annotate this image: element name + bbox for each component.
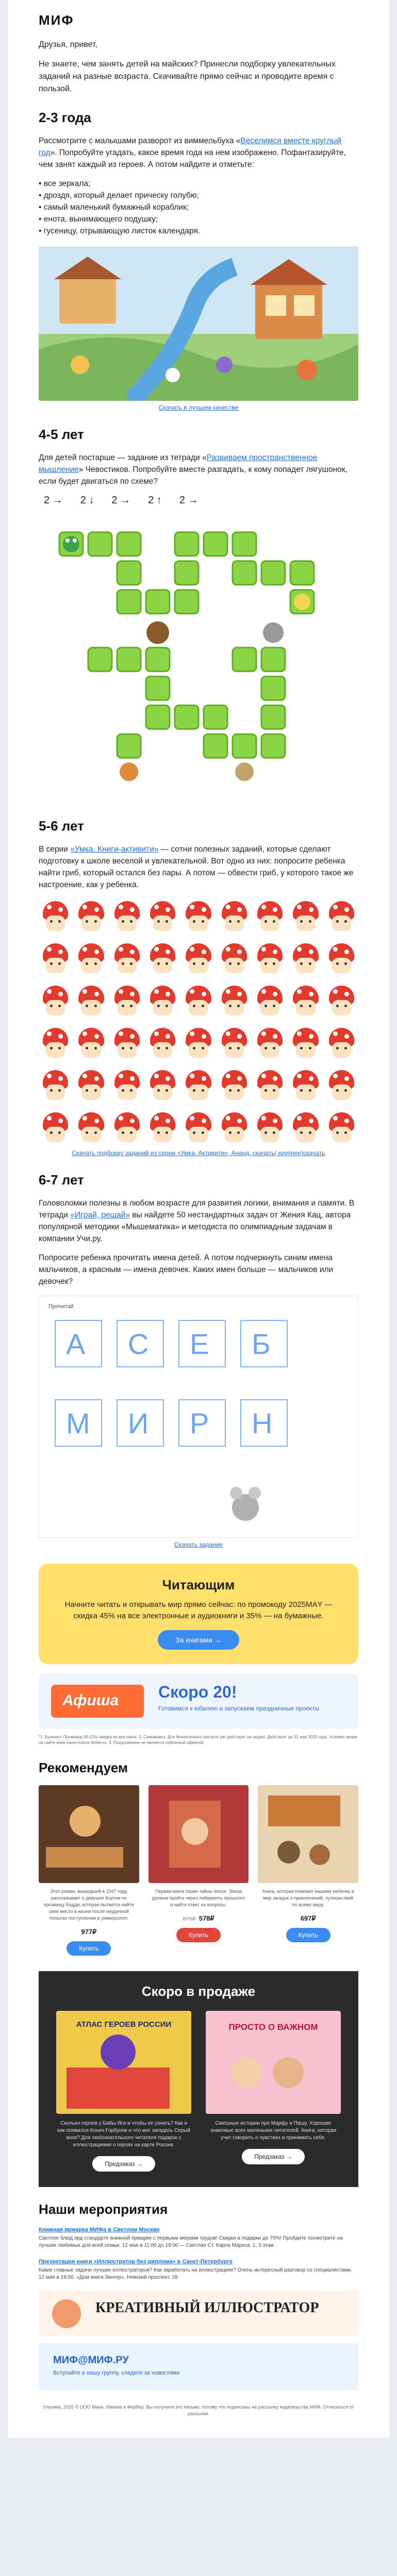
download-hq-link[interactable]: Скачать в лучшем качестве [158,404,239,411]
mushroom-icon [110,941,144,976]
mushroom-icon [146,1068,179,1103]
event-link[interactable]: Книжная ярмарка МИФа в Светлом Москве [39,2227,160,2233]
mushroom-icon [146,899,179,934]
afisha-logo: Афиша [51,1685,144,1718]
mushroom-icon [110,899,144,934]
fox-icon [120,762,138,781]
mushroom-icon [110,1026,144,1061]
illustrator-banner[interactable] [39,2291,358,2336]
soon-book [56,2011,191,2172]
bear-icon [146,621,169,644]
email-page [8,0,389,2438]
mushroom-icon [289,984,322,1019]
letter: Р [190,1407,209,1439]
book-price: 697₽ [300,1914,316,1922]
mushroom-icon [253,1110,287,1145]
community-banner-text: Вступайте в нашу группу, следите за новостями [53,2370,180,2376]
mushroom-icon [325,899,358,934]
mushroom-icon [289,1068,322,1103]
list-item: • самый маленький бумажный кораблик; [39,201,358,213]
download-umka-link[interactable]: Скачать подборку заданий из серии «Умка. Активити», Ананд, скачать( крупнее)скачать [72,1149,325,1157]
list-item: • все зеркала; [39,178,358,190]
arrow-scheme [39,495,358,506]
mushroom-icon [218,1110,251,1145]
events-title: Наши мероприятия [39,2201,168,2217]
preorder-button[interactable]: Предзаказ → [242,2149,305,2164]
soon-cover-title: ПРОСТО О ВАЖНОМ [228,2022,318,2032]
greeting: Друзья, привет, [39,40,97,49]
event-item [8,2259,389,2281]
mushroom-icon [110,1068,144,1103]
book-cover[interactable] [148,1785,249,1883]
wimmelbook-spread-image [39,246,358,401]
afisha-heading: Скоро 20! [158,1683,237,1701]
letter: Б [252,1328,271,1360]
mushroom-icon [253,941,287,976]
event-desc: Светлое блюд ярд стандарте книжной ярмарки с первыми мерами трудов! Скидки а подарки до 70%! Пройдите посмотрите на лучших любимых для всей семьи. 12 мая в 11:00 до 19:00 — Светлая Ст. Карла Маркса, 1, 3 этаж [39,2235,343,2248]
book-card [148,1785,249,1956]
mushroom-icon [325,1068,358,1103]
mushroom-icon [146,1110,179,1145]
reader-promo [39,1564,358,1664]
buy-button[interactable]: Купить [176,1928,221,1942]
arrow-step: 2 → [111,495,131,506]
mushroom-grid [39,899,358,1145]
mushroom-icon [181,1026,215,1061]
section-text-4-5: Для детей постарше — задание из тетради «Развиваем пространственное мышление» Чевостиков. Попробуйте вместе разгадать, к кому попадет лягушонок, если будет двигаться по схеме? [39,453,348,486]
arrow-step: 2 → [179,495,198,506]
book-cover[interactable] [258,1785,358,1883]
frog-icon [63,536,79,552]
mushroom-icon [218,984,251,1019]
cat-icon [263,622,284,643]
soon-desc: Сколько героев у Бабы-Яги и чтобы ее узнать? Как и как появился Конек-Горбунок и что мог загадать Серый волк? Для любознательного читателя подарок с иллюстрациями о героях на карте России. [57,2121,190,2148]
recommend-books [8,1785,389,1956]
mushroom-icon [253,984,287,1019]
mushroom-icon [325,984,358,1019]
arrow-step: 2 ↑ [148,495,162,506]
promo-text: Начните читать и открывать мир прямо сейчас: по промокоду 2025МАY — скидка 45% на все электронные и аудиокниги и 35% — на бумажные. [64,1600,333,1620]
mushroom-icon [181,1068,215,1103]
soon-book [206,2011,341,2172]
mushroom-icon [74,1068,108,1103]
event-link[interactable]: Презентация книги «Иллюстратор без диплома» в Санкт-Петербурге [39,2259,233,2265]
mushroom-icon [110,984,144,1019]
section-text-5-6: В серии «Умка. Книги-активити» — сотни полезных заданий, которые сделают подготовку к школе веселой и увлекательной. Вот одно из них: попросите ребенка найти гриб, который остался без пары. А потом — обвести гриб, у которого такое же настроение, как у ребенка. [39,845,354,889]
community-banner-title: МИФ@МИФ.РУ [53,2354,129,2366]
section-title-5-6: 5-6 лет [39,818,84,834]
mushroom-icon [218,1068,251,1103]
letter: А [66,1328,86,1360]
book-price: 977₽ [81,1928,97,1936]
mushroom-icon [146,1026,179,1061]
to-books-button[interactable]: За книгами → [158,1630,239,1650]
letter: С [128,1328,149,1360]
find-list [8,178,389,237]
book-cover[interactable] [39,1785,139,1883]
frog-maze-puzzle [39,495,358,804]
preorder-button[interactable]: Предзаказ → [92,2156,155,2172]
list-item: • гусеницу, отрывающую листок календаря. [39,225,358,237]
mushroom-icon [74,941,108,976]
mouse-icon [225,1477,266,1528]
soon-cover-title: АТЛАС ГЕРОЕВ РОССИИ [76,2020,172,2029]
event-desc: Какие главные задачи лучших иллюстраторов? Как заработать на иллюстрациях? Очень интересный разговор со специалистами. 12 мая в 19:00. «Дом книги Зингер», Невский проспект, 28 [39,2267,352,2280]
arrow-step: 2 → [44,495,63,506]
mushroom-icon [253,1026,287,1061]
maze-grid [39,512,358,800]
book-desc: Этот роман, вышедший в 1947 году, рассказывает о девушке Кортни по прозвищу Бадди, которая пытается найти свое место в жизни после неудачной попытки поступления в университет. [43,1889,134,1921]
letters-worksheet [39,1296,358,1538]
hedgehog-icon [235,762,254,781]
mushroom-icon [39,1110,72,1145]
mushroom-icon [39,1068,72,1103]
community-banner[interactable] [39,2343,358,2391]
mushroom-icon [74,1110,108,1145]
arrow-step: 2 ↓ [80,495,94,506]
mushroom-icon [325,1026,358,1061]
book-desc: Первая книга серии тайны эпохи. Элиза должна пройти через лабиринты прошлого и найти ответ на вопросы. [152,1889,245,1907]
list-item: • дроздя, который делает прическу голубю; [39,190,358,201]
letter: И [128,1407,149,1439]
coming-soon [39,1971,358,2187]
mushroom-icon [181,984,215,1019]
book-card [39,1785,139,1956]
mushroom-icon [253,1068,287,1103]
mushroom-icon [39,984,72,1019]
letter: Н [252,1407,273,1439]
soon-title: Скоро в продаже [141,1984,256,1999]
buy-button[interactable]: Купить [286,1928,330,1942]
mushroom-icon [146,984,179,1019]
footer: Ультима, 2025 © ООО Манн, Иванов и Фербер. Вы получили это письмо, потому что подписаны на рассылку издательства МИФ. Отписаться от рассылки. [43,2404,354,2416]
mushroom-icon [74,1026,108,1061]
mushroom-icon [289,1110,322,1145]
brand-logo[interactable]: МИФ [39,12,74,28]
mushroom-icon [181,941,215,976]
spatial-notebook-link[interactable]: Развиваем пространственное мышление [39,453,318,474]
soon-cover[interactable] [206,2011,341,2114]
illustrator-banner-title: КРЕАТИВНЫЙ ИЛЛЮСТРАТОР [95,2300,319,2316]
caption-2-3 [8,404,389,411]
mushroom-icon [181,1110,215,1145]
section-title-6-7: 6-7 лет [39,1172,84,1188]
mushroom-icon [218,899,251,934]
play-solve-link[interactable]: «Играй, решай» [70,1211,130,1219]
section-text-6-7: Головоломки полезны в любом возрасте для развития логики, внимания и памяти. В тетради «Играй, решай» вы найдете 50 нестандартных задач от Жения Кац, автора популярной методики «Мышематика» и методиста по олимпиадным задачам в компании Учи.ру. Попросите ребенка прочитать имена детей. А потом подчеркнуть синим имена мальчиков, а красным — имена девочек. Каких имен больше — мальчиков или девочек? [8,1197,389,1287]
soon-desc: Смешные истории про Марфу и Пашу. Хорошие знакомые всех маленьких читателей. Книга, которая учит говорить о чувствах и принимать себя. [210,2121,337,2141]
mushroom-icon [39,941,72,976]
mushroom-icon [325,1110,358,1145]
recommend-title: Рекомендуем [39,1760,128,1775]
chick-icon [294,594,310,610]
promo-legal: *1. Букинист Промокод 45-21% скидка на все книги. 2. Самовывоз. Для безналичного расчета (не действует на акции). Действует до 31 мая 2025 года. Условия акции на сайте www.mann-ivanov-ferber.ru. 3. Предложение не является публичной офертой. [39,1735,357,1745]
mushroom-icon [39,1026,72,1061]
list-item: • енота, вынимающего подушку; [39,213,358,225]
mushroom-icon [74,899,108,934]
section-title-4-5: 4-5 лет [39,427,84,442]
mushroom-icon [218,941,251,976]
worksheet-title: Прочитай [48,1303,74,1310]
wimmelbook-link[interactable]: Веселимся вместе круглый год [39,137,342,157]
umka-series-link[interactable]: «Умка. Книги-активити» [70,845,159,854]
book-card [258,1785,358,1956]
afisha-subtext: Готовимся к юбилею и запускаем праздничные проекты [158,1705,320,1712]
intro [8,39,389,95]
section-text-2-3: Рассмотрите с малышами разворот из виммельбуха «Веселимся вместе круглый год». Попробуйте угадать, какое время года на нем изображено. Пофантазируйте, чем занят каждый из героев. А потом найдите и отметьте: [39,137,346,169]
mushroom-icon [289,941,322,976]
buy-button[interactable]: Купить [67,1941,111,1956]
caption-6-7 [8,1541,389,1548]
afisha-banner[interactable] [39,1673,358,1729]
mushroom-icon [146,941,179,976]
mushroom-icon [74,984,108,1019]
mushroom-icon [39,899,72,934]
mushroom-icon [110,1110,144,1145]
caption-5-6 [8,1149,389,1157]
soon-cover[interactable] [56,2011,191,2114]
mushroom-icon [289,1026,322,1061]
download-task-link[interactable]: Скачать задание [174,1541,223,1548]
promo-title: Читающим [162,1577,235,1592]
names-task: Попросите ребенка прочитать имена детей. А потом подчеркнуть синим имена мальчиков, а красным — имена девочек. Каких имен больше — мальчиков или девочек? [39,1253,334,1286]
mushroom-icon [289,899,322,934]
event-item [8,2227,389,2249]
mushroom-icon [253,899,287,934]
book-price: 875₽ 578₽ [183,1914,214,1922]
mushroom-icon [325,941,358,976]
mushroom-icon [181,899,215,934]
letter: М [66,1407,90,1439]
mushroom-icon [218,1026,251,1061]
section-title-2-3: 2-3 года [39,110,91,125]
intro-body: Не знаете, чем занять детей на майских? Принесли подборку увлекательных заданий на разные возраста. Скачивайте прямо сейчас и проводите время с пользой. [39,60,336,93]
book-desc: Книга, которая поможет вашему ребенку в мир загадок и приключений, путешествий по всему миру. [262,1889,354,1907]
letter: Е [190,1328,209,1360]
